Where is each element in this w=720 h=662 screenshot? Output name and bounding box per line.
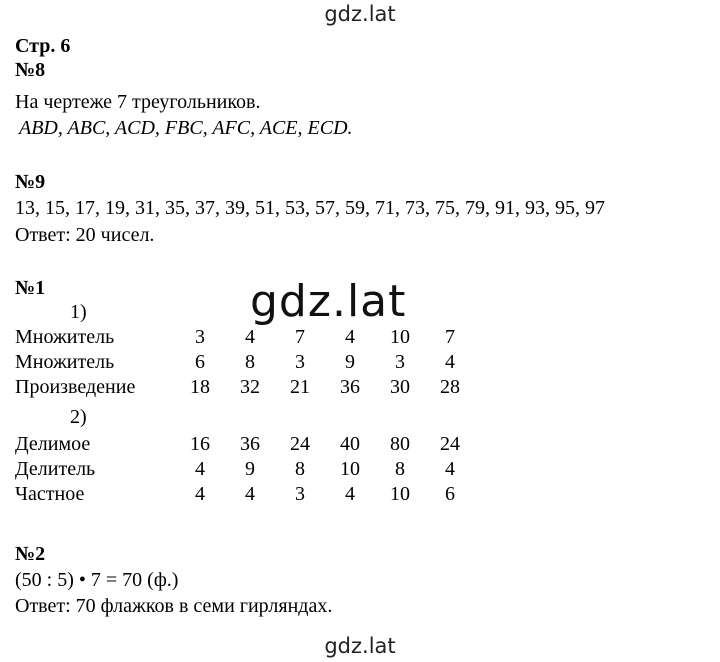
table-cell: 18 bbox=[190, 376, 210, 398]
table-cell: 36 bbox=[240, 433, 260, 455]
table-cell: 21 bbox=[290, 376, 310, 398]
table-cell: 40 bbox=[340, 433, 360, 455]
table-cell: 80 bbox=[390, 433, 410, 455]
multiplication-table bbox=[15, 325, 475, 400]
task8-title: №8 bbox=[15, 59, 46, 81]
table-cell: 9 bbox=[245, 458, 255, 480]
table-cell: 6 bbox=[195, 351, 205, 373]
table-row bbox=[15, 457, 475, 482]
task1-part2-label: 2) bbox=[70, 406, 87, 428]
page-number: Стр. 6 bbox=[15, 35, 71, 57]
task9-title: №9 bbox=[15, 171, 46, 193]
table-cell: 7 bbox=[295, 326, 305, 348]
row-label: Произведение bbox=[15, 376, 136, 398]
table-cell: 8 bbox=[245, 351, 255, 373]
table-cell: 4 bbox=[245, 326, 255, 348]
table-cell: 4 bbox=[245, 483, 255, 505]
table-cell: 7 bbox=[445, 326, 455, 348]
row-label: Множитель bbox=[15, 351, 115, 373]
row-label: Делимое bbox=[15, 433, 91, 455]
table-cell: 36 bbox=[340, 376, 360, 398]
watermark-center: gdz.lat bbox=[250, 276, 407, 327]
table-cell: 8 bbox=[395, 458, 405, 480]
table-cell: 4 bbox=[345, 483, 355, 505]
table-row bbox=[15, 482, 475, 507]
table-cell: 6 bbox=[445, 483, 455, 505]
table-row bbox=[15, 432, 475, 457]
task2-answer: Ответ: 70 флажков в семи гирляндах. bbox=[15, 595, 333, 617]
table-cell: 4 bbox=[195, 458, 205, 480]
task9-numbers: 13, 15, 17, 19, 31, 35, 37, 39, 51, 53, 57, 59, 71, 73, 75, 79, 91, 93, 95, 97 bbox=[15, 197, 605, 219]
task2-expression: (50 : 5) • 7 = 70 (ф.) bbox=[15, 569, 179, 591]
table-cell: 4 bbox=[345, 326, 355, 348]
table-cell: 3 bbox=[295, 351, 305, 373]
table-cell: 24 bbox=[440, 433, 460, 455]
row-label: Множитель bbox=[15, 326, 115, 348]
table-cell: 30 bbox=[390, 376, 410, 398]
row-label: Частное bbox=[15, 483, 85, 505]
table-cell: 4 bbox=[445, 351, 455, 373]
table-cell: 4 bbox=[195, 483, 205, 505]
table-row bbox=[15, 325, 475, 350]
table-cell: 3 bbox=[395, 351, 405, 373]
table-row bbox=[15, 375, 475, 400]
task9-answer: Ответ: 20 чисел. bbox=[15, 224, 155, 246]
watermark-bottom: gdz.lat bbox=[324, 634, 396, 658]
table-cell: 32 bbox=[240, 376, 260, 398]
table-cell: 10 bbox=[390, 326, 410, 348]
table-cell: 9 bbox=[345, 351, 355, 373]
table-cell: 16 bbox=[190, 433, 210, 455]
task1-part1-label: 1) bbox=[70, 301, 87, 323]
task8-text: На чертеже 7 треугольников. bbox=[15, 91, 261, 113]
table-cell: 24 bbox=[290, 433, 310, 455]
row-label: Делитель bbox=[15, 458, 96, 480]
table-cell: 3 bbox=[195, 326, 205, 348]
table-cell: 8 bbox=[295, 458, 305, 480]
table-cell: 10 bbox=[390, 483, 410, 505]
table-row bbox=[15, 350, 475, 375]
table-cell: 4 bbox=[445, 458, 455, 480]
task2-title: №2 bbox=[15, 543, 46, 565]
table-cell: 3 bbox=[295, 483, 305, 505]
task8-triangle-list: ABD, ABC, ACD, FBC, AFC, ACE, ECD. bbox=[19, 117, 353, 139]
division-table bbox=[15, 432, 475, 507]
table-cell: 28 bbox=[440, 376, 460, 398]
table-cell: 10 bbox=[340, 458, 360, 480]
watermark-top: gdz.lat bbox=[324, 2, 396, 26]
task1-title: №1 bbox=[15, 277, 46, 299]
